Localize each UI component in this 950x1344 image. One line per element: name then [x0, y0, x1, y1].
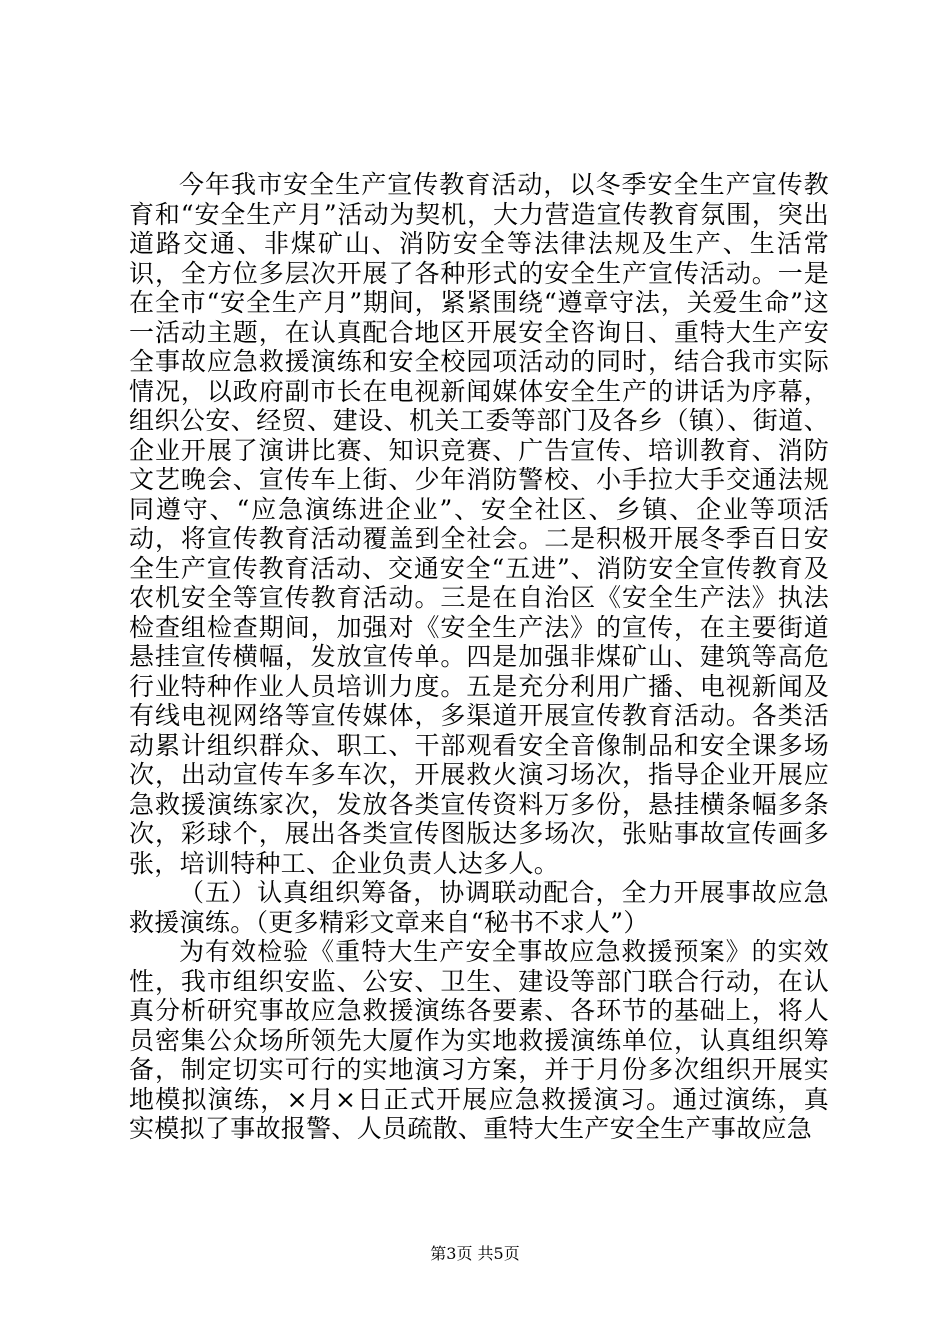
- paragraph-safety-publicity: 今年我市安全生产宣传教育活动，以冬季安全生产宣传教育和“安全生产月”活动为契机，大力营造宣传教育氛围，突出道路交通、非煤矿山、消防安全等法律法规及生产、生活常识，全方位多层次开展了各种形式的安全生产宣传活动。一是在全市“安全生产月”期间，紧紧围绕“遵章守法，关爱生命”这一活动主题，在认真配合地区开展安全咨询日、重特大生产安全事故应急救援演练和安全校园项活动的同时，结合我市实际情况，以政府副市长在电视新闻媒体安全生产的讲话为序幕，组织公安、经贸、建设、机关工委等部门及各乡（镇）、街道、企业开展了演讲比赛、知识竞赛、广告宣传、培训教育、消防文艺晚会、宣传车上街、少年消防警校、小手拉大手交通法规同遵守、“应急演练进企业”、安全社区、乡镇、企业等项活动，将宣传教育活动覆盖到全社会。二是积极开展冬季百日安全生产宣传教育活动、交通安全“五进”、消防安全宣传教育及农机安全等宣传教育活动。三是在自治区《安全生产法》执法检查组检查期间，加强对《安全生产法》的宣传，在主要街道悬挂宣传横幅，发放宣传单。四是加强非煤矿山、建筑等高危行业特种作业人员培训力度。五是充分利用广播、电视新闻及有线电视网络等宣传媒体，多渠道开展宣传教育活动。各类活动累计组织群众、职工、干部观看安全音像制品和安全课多场次，出动宣传车多车次，开展救火演习场次，指导企业开展应急救援演练家次，发放各类宣传资料万多份，悬挂横条幅多条次，彩球个，展出各类宣传图版达多场次，张贴事故宣传画多张，培训特种工、企业负责人达多人。: [129, 170, 829, 878]
- document-body: [129, 170, 829, 1144]
- paragraph-section-five-heading: （五）认真组织筹备，协调联动配合，全力开展事故应急救援演练。（更多精彩文章来自“秘书不求人”）: [129, 878, 829, 937]
- paragraph-emergency-drill: 为有效检验《重特大生产安全事故应急救援预案》的实效性，我市组织安监、公安、卫生、建设等部门联合行动，在认真分析研究事故应急救援演练各要素、各环节的基础上，将人员密集公众场所领先大厦作为实地救援演练单位，认真组织筹备，制定切实可行的实地演习方案，并于月份多次组织开展实地模拟演练，×月×日正式开展应急救援演习。通过演练，真实模拟了事故报警、人员疏散、重特大生产安全生产事故应急: [129, 937, 829, 1143]
- page-number: 第3页 共5页: [430, 1244, 520, 1263]
